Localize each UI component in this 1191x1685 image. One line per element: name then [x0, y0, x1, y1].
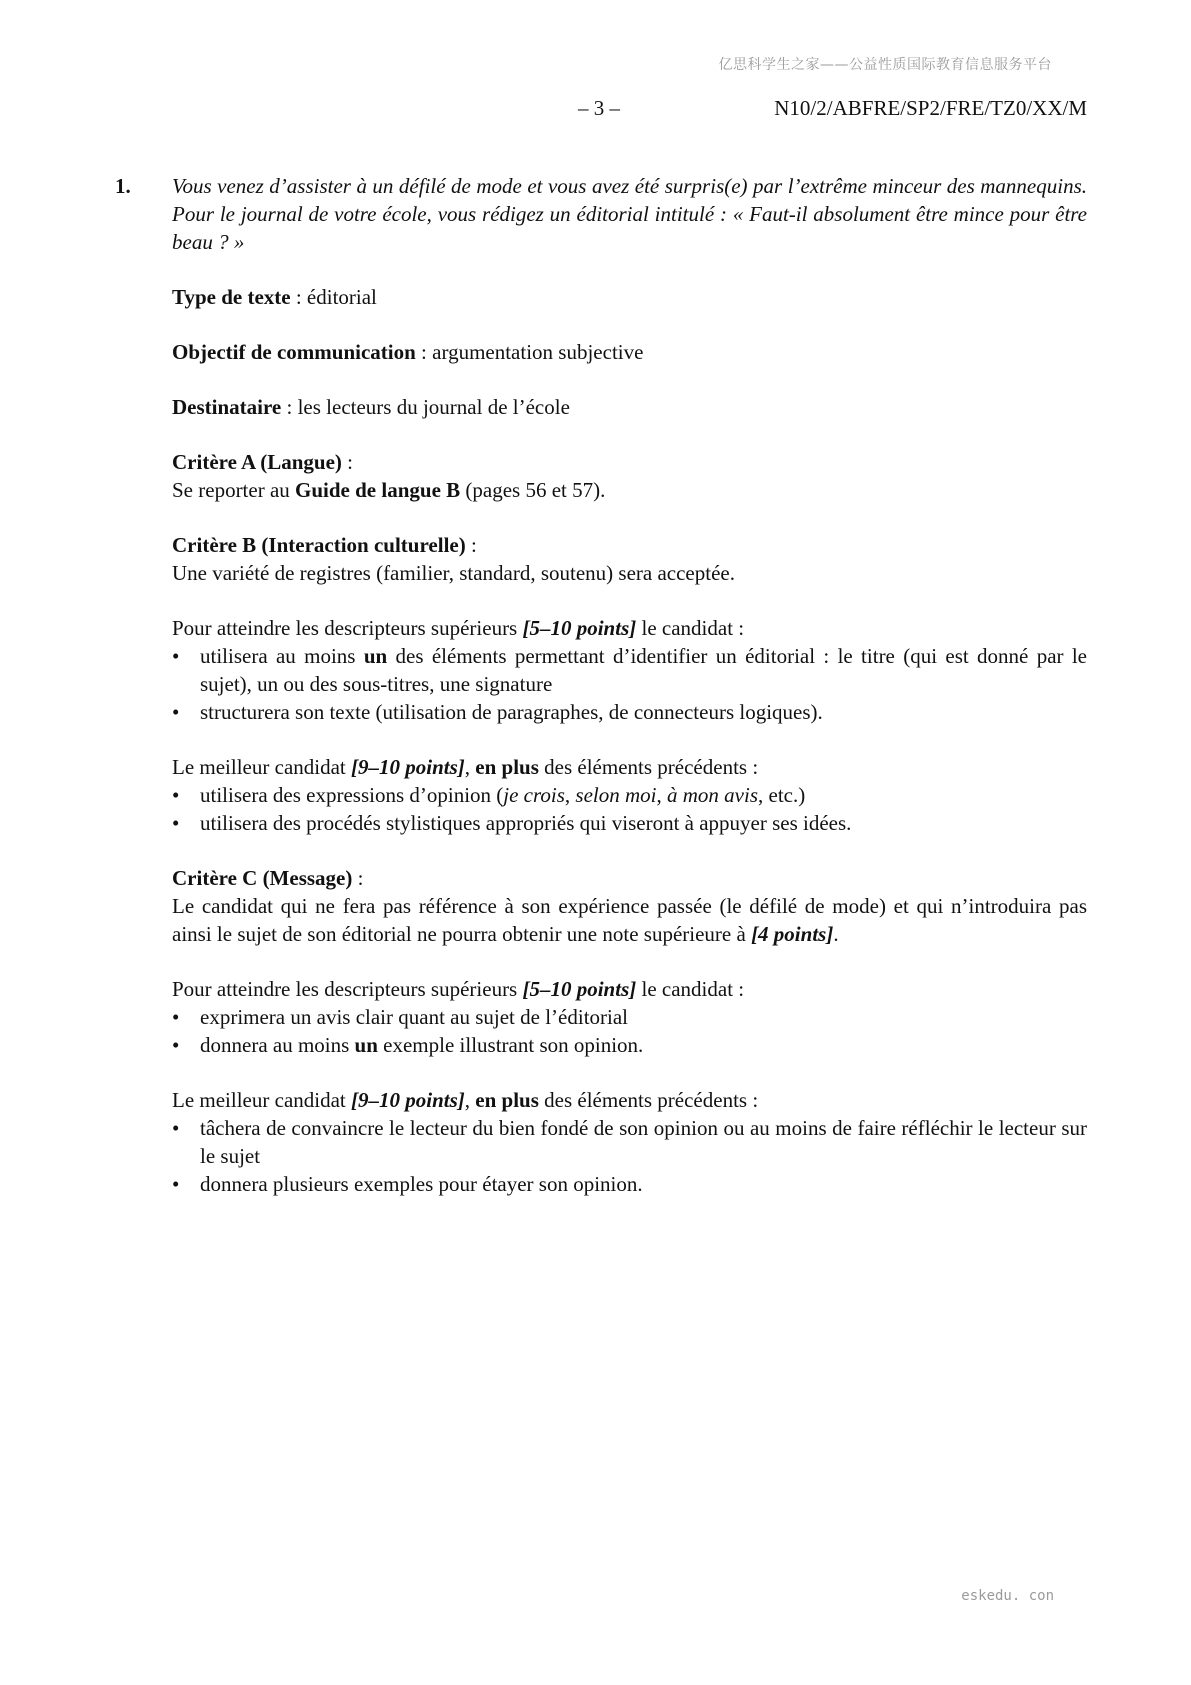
bullet-list	[172, 781, 1087, 837]
audience-label: Destinataire	[172, 395, 282, 419]
intro-comma: ,	[464, 755, 476, 779]
list-item	[172, 1114, 1087, 1170]
item-text: donnera plusieurs exemples pour étayer son opinion.	[200, 1172, 643, 1196]
criterion-b-best-descriptors	[172, 753, 1087, 837]
item-text-bold: un	[363, 644, 388, 668]
criterion-b-heading	[172, 531, 1087, 559]
item-text-bold: un	[354, 1033, 378, 1057]
item-text: utilisera des procédés stylistiques appropriés qui viseront à appuyer ses idées.	[200, 811, 852, 835]
bullet-list	[172, 642, 1087, 726]
intro-before: Pour atteindre les descripteurs supérieurs	[172, 977, 523, 1001]
criterion-b-upper-descriptors	[172, 614, 1087, 726]
criterion-c-best-intro	[172, 1086, 1087, 1114]
objective-line	[172, 338, 1087, 366]
audience-line	[172, 393, 1087, 421]
item-text-after: exemple illustrant son opinion.	[377, 1033, 644, 1057]
exam-code: N10/2/ABFRE/SP2/FRE/TZ0/XX/M	[774, 96, 1087, 120]
criterion-c-text-after: .	[833, 922, 839, 946]
markscheme-content	[115, 172, 1088, 1225]
item-text-before: donnera au moins	[200, 1033, 355, 1057]
objective-label: Objectif de communication	[172, 340, 416, 364]
bullet-glyph: •	[172, 700, 180, 724]
intro-comma: ,	[464, 1088, 476, 1112]
opinion-example: selon moi	[575, 783, 657, 807]
points-range: [9–10 points]	[351, 755, 465, 779]
criterion-a-text-after: (pages 56 et 57).	[460, 478, 606, 502]
intro-after: le candidat :	[636, 616, 745, 640]
separator: ,	[564, 783, 576, 807]
item-text-before: utilisera des expressions d’opinion (	[200, 783, 504, 807]
list-item	[172, 642, 1087, 698]
list-item	[172, 1031, 1087, 1059]
watermark-top: 亿思科学生之家——公益性质国际教育信息服务平台	[718, 57, 1052, 73]
item-text-after: , etc.)	[758, 783, 806, 807]
en-plus: en plus	[475, 755, 539, 779]
criterion-c-text	[172, 892, 1087, 948]
text-type-line	[172, 283, 1087, 311]
list-item	[172, 1003, 1087, 1031]
intro-before: Le meilleur candidat	[172, 1088, 352, 1112]
item-text: exprimera un avis clair quant au sujet de l’éditorial	[200, 1005, 629, 1029]
intro-after: des éléments précédents :	[538, 1088, 759, 1112]
intro-before: Le meilleur candidat	[172, 755, 352, 779]
objective-value: : argumentation subjective	[415, 340, 644, 364]
bullet-glyph: •	[172, 1033, 180, 1057]
item-text: tâchera de convaincre le lecteur du bien fondé de son opinion ou au moins de faire réfléchir le lecteur sur le sujet	[200, 1116, 1087, 1168]
criterion-b-upper-intro	[172, 614, 1087, 642]
bullet-glyph: •	[172, 811, 180, 835]
criterion-b-title: Critère B (Interaction culturelle)	[172, 533, 466, 557]
criterion-a-section	[172, 448, 1087, 504]
criterion-a-title: Critère A (Langue)	[172, 450, 342, 474]
text-type-value: : éditorial	[290, 285, 377, 309]
criterion-c-heading	[172, 864, 1087, 892]
bullet-glyph: •	[172, 1116, 180, 1140]
criterion-b-section	[172, 531, 1087, 587]
criterion-a-text-before: Se reporter au	[172, 478, 296, 502]
opinion-example: je crois	[503, 783, 565, 807]
list-item	[172, 1170, 1087, 1198]
intro-after: des éléments précédents :	[538, 755, 759, 779]
bullet-list	[172, 1114, 1087, 1198]
bullet-glyph: •	[172, 644, 180, 668]
criterion-b-best-intro	[172, 753, 1087, 781]
page-number: – 3 –	[578, 96, 620, 120]
criterion-a-heading	[172, 448, 1087, 476]
watermark-bottom: eskedu. con	[961, 1588, 1054, 1604]
question-number: 1.	[115, 174, 131, 198]
item-text-before: utilisera au moins	[200, 644, 364, 668]
criterion-a-colon: :	[341, 450, 354, 474]
points-cap: [4 points]	[751, 922, 834, 946]
separator: ,	[656, 783, 667, 807]
question-prompt: Vous venez d’assister à un défilé de mode et vous avez été surpris(e) par l’extrême minceur des mannequins. Pour le journal de votre école, vous rédigez un éditorial intitulé : « Faut-il absolument être mince pour être beau ? »	[172, 174, 1087, 254]
criterion-c-upper-descriptors	[172, 975, 1087, 1059]
bullet-glyph: •	[172, 1172, 180, 1196]
text-type-label: Type de texte	[172, 285, 291, 309]
criterion-c-upper-intro	[172, 975, 1087, 1003]
points-range: [5–10 points]	[522, 616, 637, 640]
item-text-after: des éléments permettant d’identifier un éditorial : le titre (qui est donné par le sujet), un ou des sous-titres, une signature	[200, 644, 1088, 696]
audience-value: : les lecteurs du journal de l’école	[281, 395, 570, 419]
list-item	[172, 781, 1087, 809]
criterion-c-colon: :	[352, 866, 364, 890]
opinion-example: à mon avis	[667, 783, 758, 807]
bullet-glyph: •	[172, 1005, 180, 1029]
intro-before: Pour atteindre les descripteurs supérieurs	[172, 616, 523, 640]
list-item	[172, 809, 1087, 837]
bullet-list	[172, 1003, 1087, 1059]
item-text: structurera son texte (utilisation de paragraphes, de connecteurs logiques).	[200, 700, 823, 724]
criterion-c-text-before: Le candidat qui ne fera pas référence à son expérience passée (le défilé de mode) et qui n’introduira pas ainsi le sujet de son éditorial ne pourra obtenir une note supérieure à	[172, 894, 1087, 946]
criterion-a-text	[172, 476, 1087, 504]
en-plus: en plus	[475, 1088, 539, 1112]
language-guide-ref: Guide de langue B	[295, 478, 461, 502]
points-range: [9–10 points]	[351, 1088, 465, 1112]
criterion-c-best-descriptors	[172, 1086, 1087, 1198]
criterion-b-text: Une variété de registres (familier, standard, soutenu) sera acceptée.	[172, 561, 735, 585]
list-item	[172, 698, 1087, 726]
criterion-c-section	[172, 864, 1087, 948]
bullet-glyph: •	[172, 783, 180, 807]
criterion-c-title: Critère C (Message)	[172, 866, 353, 890]
criterion-b-colon: :	[465, 533, 477, 557]
points-range: [5–10 points]	[522, 977, 637, 1001]
intro-after: le candidat :	[636, 977, 745, 1001]
